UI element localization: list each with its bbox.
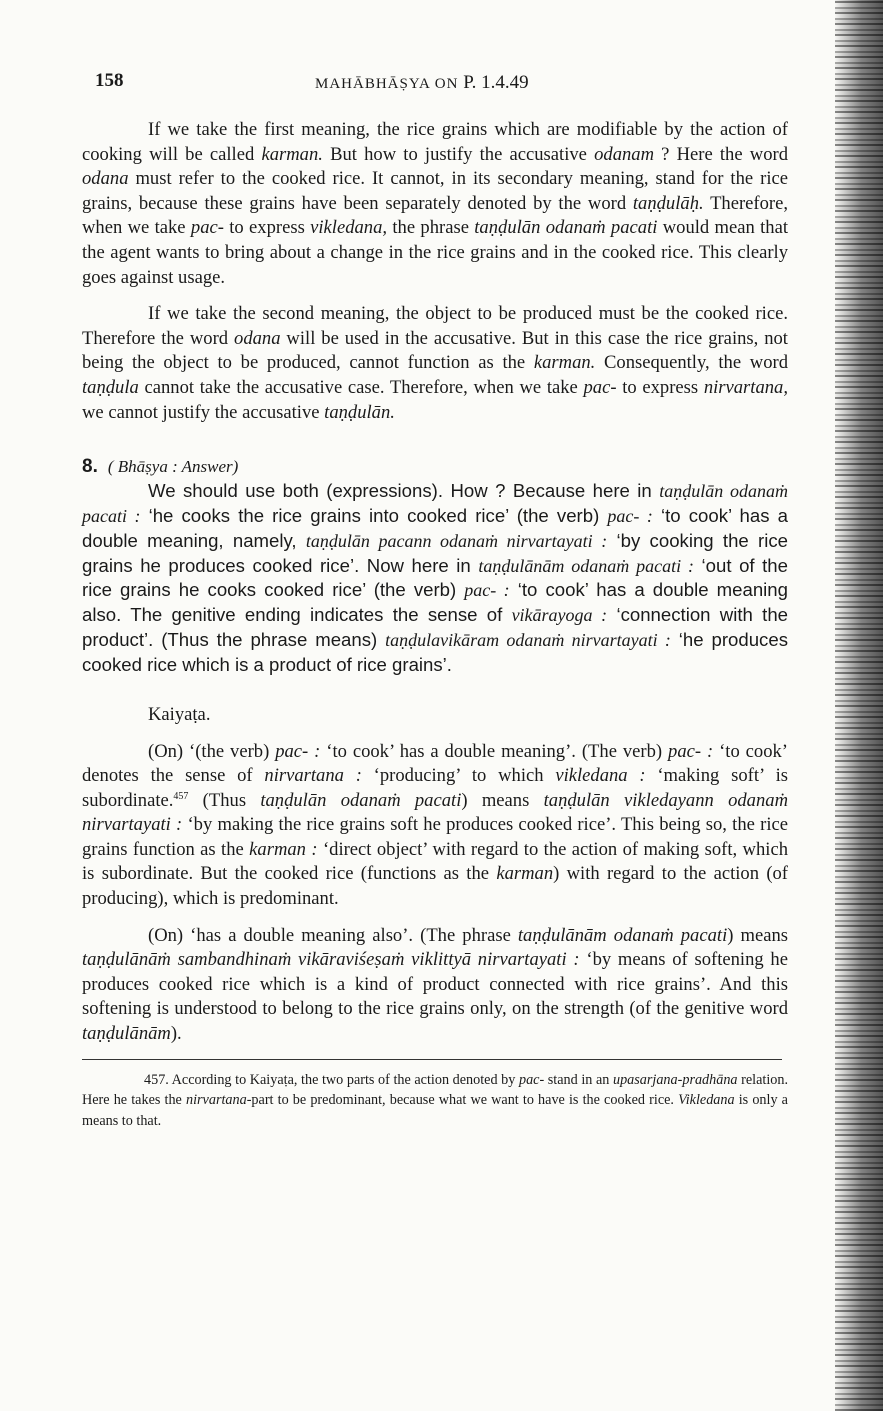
kaiyata-heading: Kaiyaṭa. <box>148 703 211 725</box>
footnote-457: 457. According to Kaiyaṭa, the two parts of the action denoted by pac- stand in an upasarjana-pradhāna relation. Here he takes the nirvartana-part to be predominant, because what we want to have is the cooked rice. Vikledana is only a means to that. <box>82 1071 789 1129</box>
page-number: 158 <box>95 70 124 91</box>
paragraph-first-meaning: If we take the first meaning, the rice grains which are modifiable by the action of cooking will be called karman. But how to justify the accusative odanam ? Here the word odana must refer to the cooked rice. It cannot, in its secondary meaning, stand for the rice grains, because these grains have been separately denoted by the word taṇḍulāḥ. Therefore, when we take pac- to express vikledana, the phrase taṇḍulān odanaṁ pacati would mean that the agent wants to bring about a change in the rice grains and in the cooked rice. This clearly goes against usage. <box>82 119 788 288</box>
kaiyata-paragraph-1: (On) ‘(the verb) pac- : ‘to cook’ has a double meaning’. (The verb) pac- : ‘to cook’ denotes the sense of nirvartana : ‘producing’ to which vikledana : ‘making soft’ is subordinate.$^{457}$ (Thus taṇḍulān odanaṁ pacati) means taṇḍulān vikledayann odanaṁ nirvartayati : ‘by making the rice grains soft he produces cooked rice’. This being so, the rice grains function as the karman : ‘direct object’ with regard to the action of making soft, which is subordinate. But the cooked rice (functions as the karman) with regard to the action (of producing), which is predominant. <box>82 740 788 910</box>
section-8-heading <box>82 455 788 479</box>
paragraph-second-meaning: If we take the second meaning, the object to be produced must be the cooked rice. Therefore the word odana will be used in the accusative. But in this case the rice grains, not being the object to be produced, cannot function as the karman. Consequently, the word taṇḍula cannot take the accusative case. Therefore, when we take pac- to express nirvartana, we cannot justify the accusative taṇḍulān. <box>82 303 789 423</box>
kaiyata-paragraph-2: (On) ‘has a double meaning also’. (The phrase taṇḍulānām odanaṁ pacati) means taṇḍulānāṁ sambandhinaṁ vikāraviśeṣaṁ viklittyā nirvartayati : ‘by means of softening he produces cooked rice which is a kind of product connected with rice grains’. And this softening is understood to belong to the rice grains only, on the strength (of the genitive word taṇḍulānām). <box>82 924 789 1045</box>
book-spine-edge <box>835 0 883 1411</box>
footnote-number: 457. <box>144 1071 169 1088</box>
section-number: 8. <box>82 456 98 478</box>
running-title <box>315 72 529 94</box>
running-title-ref: P. 1.4.49 <box>463 72 529 93</box>
footnote-reference[interactable]: 457 <box>173 790 189 802</box>
footnote-divider <box>82 1059 782 1060</box>
running-title-text: MAHĀBHĀṢYA ON <box>315 76 459 92</box>
bhasya-answer-text: We should use both (expressions). How ? Because here in taṇḍulān odanaṁ pacati : ‘he cooks the rice grains into cooked rice’ (the verb) pac- : ‘to cook’ has a double meaning, namely, taṇḍulān pacann odanaṁ nirvartayati : ‘by cooking the rice grains he produces cooked rice’. Now here in taṇḍulānām odanaṁ pacati : ‘out of the rice grains he cooks cooked rice’ (the verb) pac- : ‘to cook’ has a double meaning also. The genitive ending indicates the sense of vikārayoga : ‘connection with the product’. (Thus the phrase means) taṇḍulavikāram odanaṁ nirvartayati : ‘he produces cooked rice which is a product of rice grains’. <box>82 480 788 675</box>
body-text <box>82 118 788 1131</box>
section-title: ( Bhāṣya : Answer) <box>107 457 239 477</box>
running-header <box>95 70 785 100</box>
